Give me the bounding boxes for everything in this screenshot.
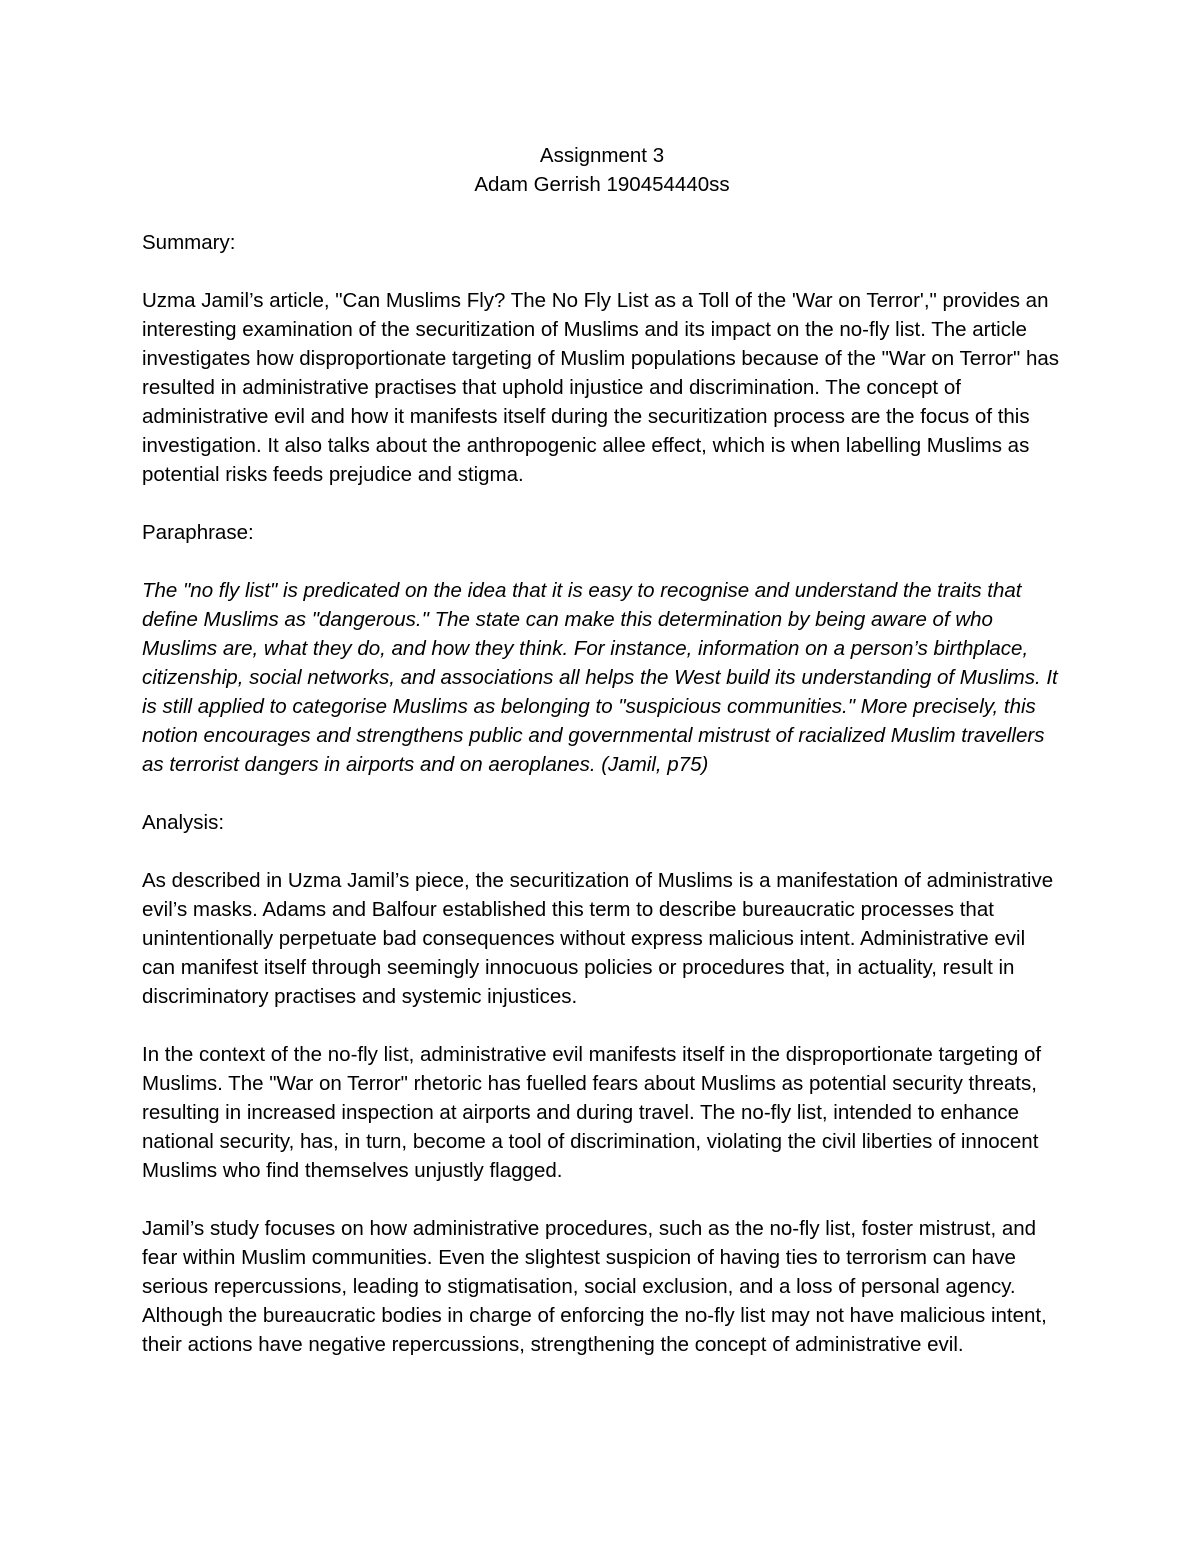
summary-heading: Summary: <box>142 231 236 254</box>
paraphrase-heading: Paraphrase: <box>142 521 254 544</box>
author-line: Adam Gerrish 190454440ss <box>474 173 730 196</box>
analysis-heading: Analysis: <box>142 811 225 834</box>
document-body <box>142 141 1062 1359</box>
analysis-paragraph: As described in Uzma Jamil’s piece, the securitization of Muslims is a manifestation of administrative evil’s masks. Adams and Balfour established this term to describe bureaucratic processes that unintentionally perpetuate bad consequences without express malicious intent. Administrative evil can manifest itself through seemingly innocuous policies or procedures that, in actuality, result in discriminatory practises and systemic injustices. <box>142 869 1054 1008</box>
summary-paragraph: Uzma Jamil’s article, "Can Muslims Fly? The No Fly List as a Toll of the 'War on Terror'," provides an interesting examination of the securitization of Muslims and its impact on the no-fly list. The article investigates how disproportionate targeting of Muslim populations because of the "War on Terror" has resulted in administrative practises that uphold injustice and discrimination. The concept of administrative evil and how it manifests itself during the securitization process are the focus of this investigation. It also talks about the anthropogenic allee effect, which is when labelling Muslims as potential risks feeds prejudice and stigma. <box>142 289 1060 486</box>
analysis-paragraph: Jamil’s study focuses on how administrative procedures, such as the no-fly list, foster mistrust, and fear within Muslim communities. Even the slightest suspicion of having ties to terrorism can have serious repercussions, leading to stigmatisation, social exclusion, and a loss of personal agency. Although the bureaucratic bodies in charge of enforcing the no-fly list may not have malicious intent, their actions have negative repercussions, strengthening the concept of administrative evil. <box>142 1217 1047 1356</box>
analysis-paragraph: In the context of the no-fly list, administrative evil manifests itself in the disproportionate targeting of Muslims. The "War on Terror" rhetoric has fuelled fears about Muslims as potential security threats, resulting in increased inspection at airports and during travel. The no-fly list, intended to enhance national security, has, in turn, become a tool of discrimination, violating the civil liberties of innocent Muslims who find themselves unjustly flagged. <box>142 1043 1042 1182</box>
paraphrase-paragraph: The "no fly list" is predicated on the idea that it is easy to recognise and understand the traits that define Muslims as "dangerous." The state can make this determination by being aware of who Muslims are, what they do, and how they think. For instance, information on a person’s birthplace, citizenship, social networks, and associations all helps the West build its understanding of Muslims. It is still applied to categorise Muslims as belonging to "suspicious communities." More precisely, this notion encourages and strengthens public and governmental mistrust of racialized Muslim travellers as terrorist dangers in airports and on aeroplanes. (Jamil, p75) <box>142 579 1058 776</box>
document-title: Assignment 3 <box>539 144 665 167</box>
